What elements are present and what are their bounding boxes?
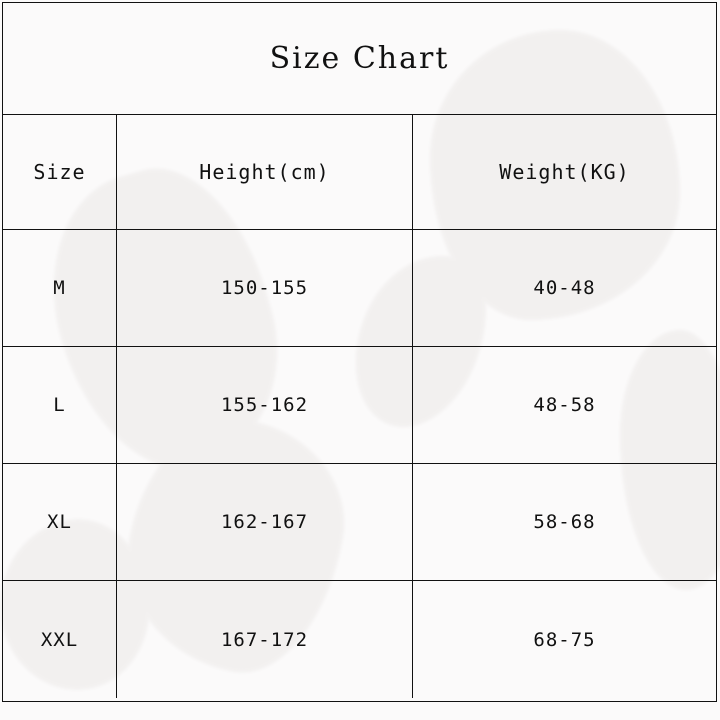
column-header-height: Height(cm) — [117, 115, 413, 229]
column-header-size: Size — [3, 115, 117, 229]
cell-weight: 48-58 — [533, 394, 596, 416]
cell-size: XXL — [3, 581, 117, 698]
cell-size: L — [3, 347, 117, 463]
cell-weight: 68-75 — [533, 628, 596, 651]
page-title: Size Chart — [269, 41, 450, 76]
table-row — [3, 347, 716, 464]
chart-title-row — [3, 3, 716, 115]
table-row — [3, 581, 716, 698]
table-header-row — [3, 115, 716, 230]
size-chart-table — [2, 2, 717, 702]
cell-weight: 58-68 — [533, 511, 596, 533]
column-header-weight: Weight(KG) — [499, 160, 630, 184]
cell-height: 155-162 — [117, 347, 413, 463]
table-row — [3, 230, 716, 347]
cell-weight: 40-48 — [533, 277, 596, 299]
cell-height: 150-155 — [117, 230, 413, 346]
cell-height: 162-167 — [117, 464, 413, 580]
cell-height: 167-172 — [117, 581, 413, 698]
cell-size: M — [3, 230, 117, 346]
cell-size: XL — [3, 464, 117, 580]
table-row — [3, 464, 716, 581]
